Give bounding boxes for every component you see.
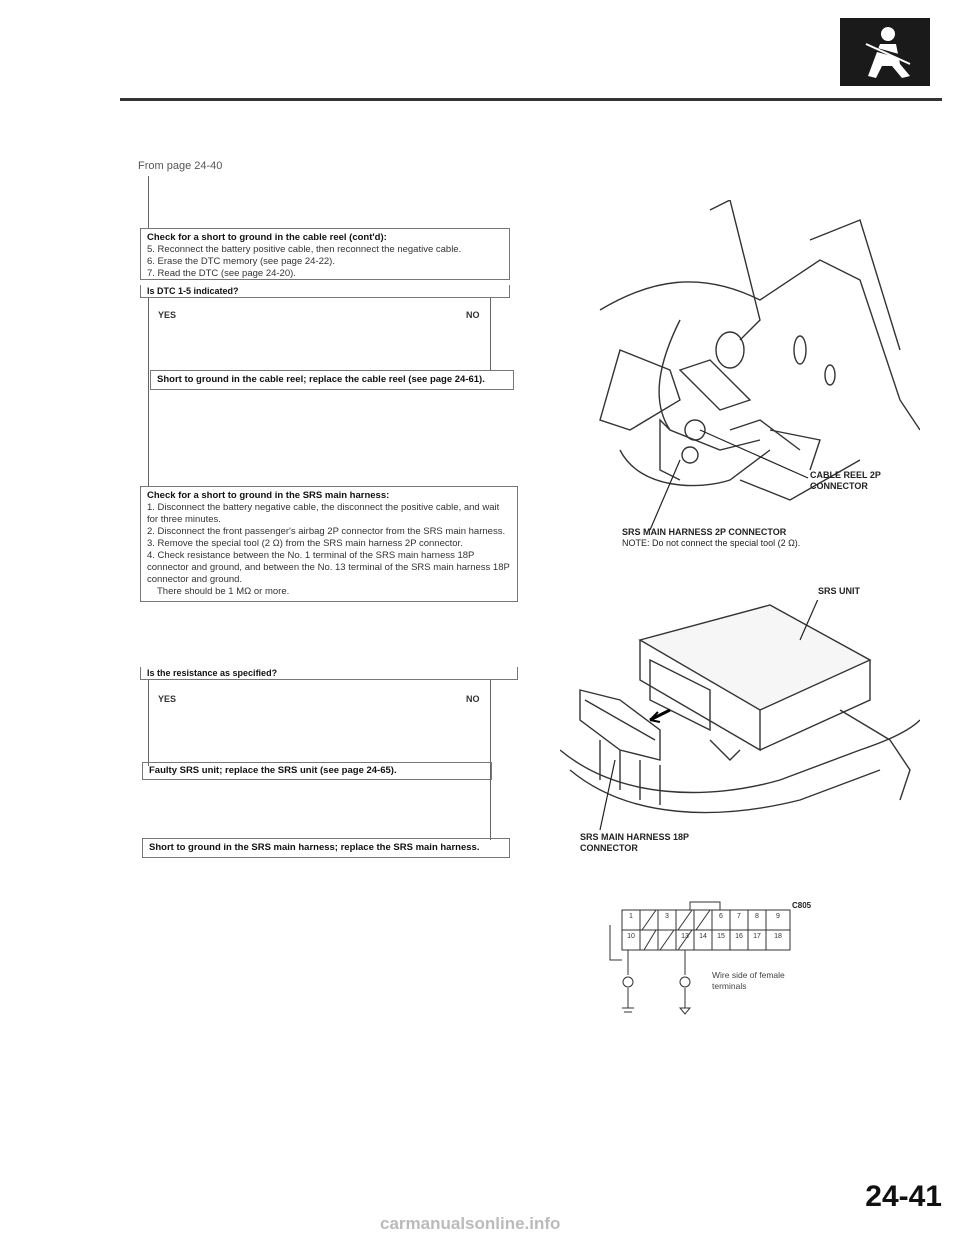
step2-question: Is the resistance as specified? bbox=[140, 667, 518, 680]
step2-no-result-box bbox=[142, 838, 510, 858]
step1-question: Is DTC 1-5 indicated? bbox=[140, 285, 510, 298]
watermark: carmanualsonline.info bbox=[380, 1214, 561, 1233]
step1-heading: Check for a short to ground in the cable reel (cont'd): bbox=[147, 232, 387, 243]
step1-item: 5. Reconnect the battery positive cable, then reconnect the negative cable. bbox=[147, 244, 462, 255]
connector-pin: 1 bbox=[629, 913, 633, 920]
harness-2p-callout bbox=[622, 527, 812, 549]
step2-item: 1. Disconnect the battery negative cable, the disconnect the positive cable, and wait for three minutes. bbox=[147, 502, 500, 525]
connector-pin: 13 bbox=[681, 933, 689, 940]
connector-pin: 10 bbox=[627, 933, 635, 940]
connector-pin: 14 bbox=[699, 933, 707, 940]
from-page-label: From page 24-40 bbox=[138, 160, 223, 172]
connector-pin: 3 bbox=[665, 913, 669, 920]
step2-item: 4. Check resistance between the No. 1 terminal of the SRS main harness 18P connector and ground, and between the No. 13 terminal of the SRS main harness 18P connector and ground. bbox=[147, 550, 510, 585]
step2-heading: Check for a short to ground in the SRS main harness: bbox=[147, 490, 390, 501]
flow-connector bbox=[148, 298, 149, 486]
connector-pin: 17 bbox=[753, 933, 761, 940]
connector-caption: Wire side of female terminals bbox=[712, 970, 785, 991]
cable-reel-label: CABLE REEL 2P CONNECTOR bbox=[810, 470, 881, 491]
step1-item: 7. Read the DTC (see page 24-20). bbox=[147, 268, 296, 279]
step2-no-result-text: Short to ground in the SRS main harness; replace the SRS main harness. bbox=[149, 842, 480, 853]
harness-18p-label: SRS MAIN HARNESS 18P CONNECTOR bbox=[580, 832, 689, 853]
step2-box bbox=[140, 486, 518, 602]
connector-diagram bbox=[600, 900, 850, 1020]
connector-pin: 8 bbox=[755, 913, 759, 920]
flow-connector bbox=[148, 176, 149, 228]
step2-yes-label: YES bbox=[158, 694, 177, 704]
connector-pin: 6 bbox=[719, 913, 723, 920]
step1-result-box bbox=[150, 370, 514, 390]
srs-unit-illustration bbox=[560, 600, 920, 830]
flow-connector bbox=[490, 680, 491, 840]
step2-item: 2. Disconnect the front passenger's airbag 2P connector from the SRS main harness. bbox=[147, 526, 506, 537]
srs-airbag-icon bbox=[840, 18, 930, 86]
step1-box bbox=[140, 228, 510, 280]
connector-code: C805 bbox=[792, 901, 812, 910]
page-number: 24-41 bbox=[865, 1180, 942, 1213]
connector-pin: 18 bbox=[774, 933, 782, 940]
connector-pin: 15 bbox=[717, 933, 725, 940]
step2-yes-result-box bbox=[142, 762, 492, 780]
harness-2p-note: NOTE: Do not connect the special tool (2 Ω). bbox=[622, 538, 801, 548]
connector-pin: 9 bbox=[776, 913, 780, 920]
step2-yes-result-text: Faulty SRS unit; replace the SRS unit (see page 24-65). bbox=[149, 765, 397, 776]
connector-pin: 7 bbox=[737, 913, 741, 920]
flow-connector bbox=[148, 680, 149, 766]
header-rule bbox=[120, 98, 942, 101]
flow-connector bbox=[490, 298, 491, 370]
step1-item: 6. Erase the DTC memory (see page 24-22). bbox=[147, 256, 335, 267]
step1-yes-label: YES bbox=[158, 310, 177, 320]
srs-unit-label: SRS UNIT bbox=[818, 586, 861, 596]
step2-spec: There should be 1 MΩ or more. bbox=[157, 586, 290, 597]
connector-pin: 16 bbox=[735, 933, 743, 940]
step1-no-label: NO bbox=[466, 310, 480, 320]
harness-2p-label: SRS MAIN HARNESS 2P CONNECTOR bbox=[622, 527, 787, 537]
step2-no-label: NO bbox=[466, 694, 480, 704]
step1-result-text: Short to ground in the cable reel; replace the cable reel (see page 24-61). bbox=[157, 374, 485, 385]
step2-item: 3. Remove the special tool (2 Ω) from the SRS main harness 2P connector. bbox=[147, 538, 463, 549]
